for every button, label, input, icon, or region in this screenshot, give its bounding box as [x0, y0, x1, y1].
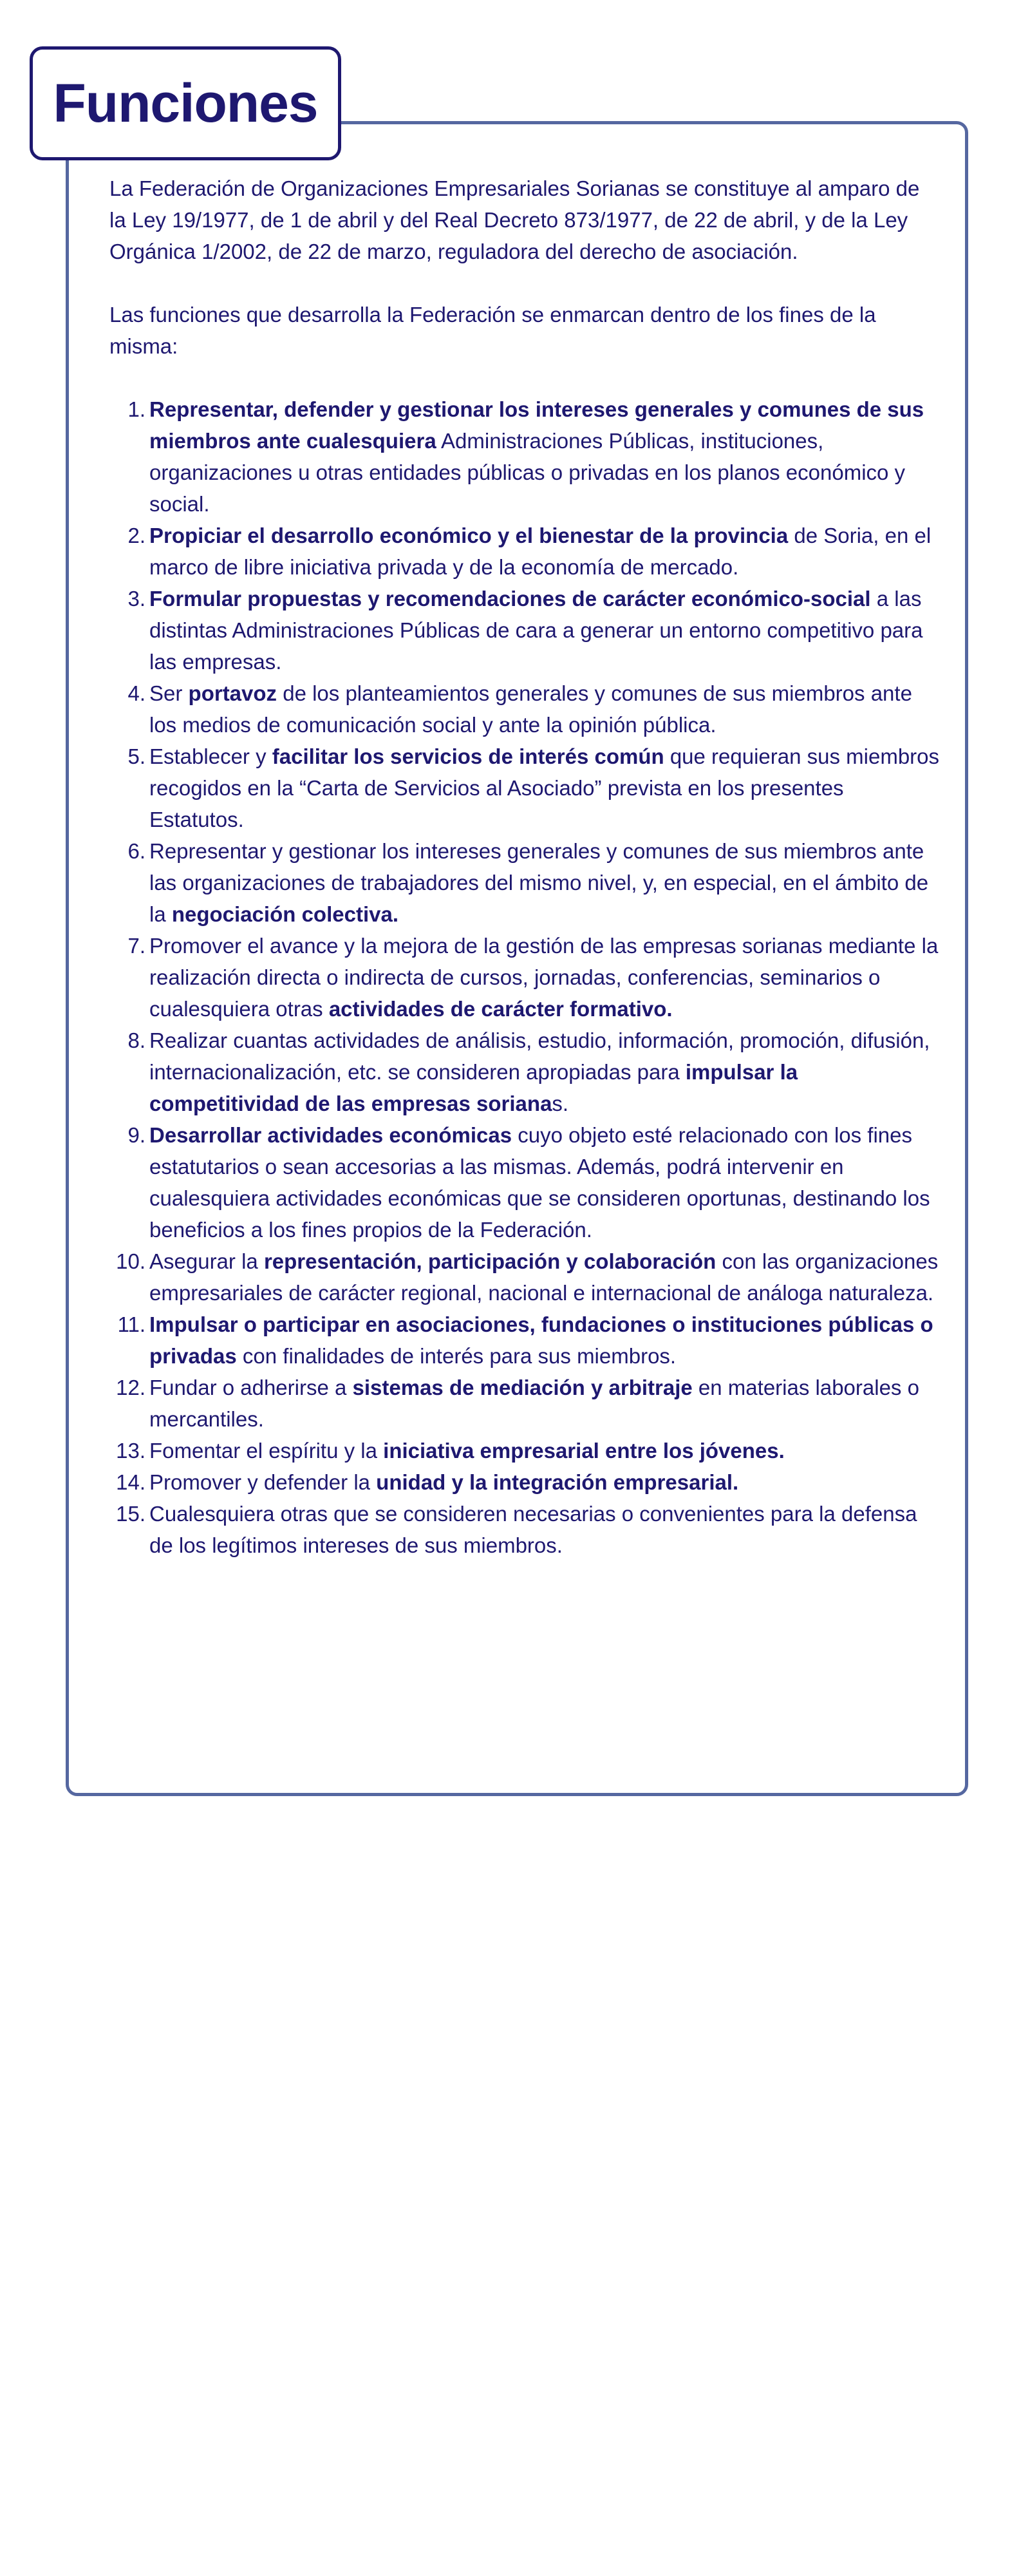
function-number: 9.	[127, 1123, 145, 1147]
function-text-bold: Formular propuestas y recomendaciones de carácter económico-social	[149, 587, 871, 611]
function-number: 15.	[116, 1502, 145, 1526]
function-item	[109, 1309, 940, 1372]
function-number: 3.	[127, 587, 145, 611]
function-text: con finalidades de interés para sus miembros.	[236, 1344, 677, 1368]
function-number: 5.	[127, 744, 145, 768]
function-text: s.	[552, 1092, 569, 1115]
function-text: que requieran sus miembros recogidos en la “Carta de Servicios al Asociado” prevista en los presentes Estatutos.	[149, 744, 940, 831]
function-number: 6.	[127, 839, 145, 863]
function-text: en materias laborales o mercantiles.	[149, 1376, 919, 1431]
function-number: 2.	[127, 524, 145, 547]
function-text-bold: Desarrollar actividades económicas	[149, 1123, 512, 1147]
function-item	[109, 1245, 940, 1309]
function-item	[109, 1372, 940, 1435]
function-item	[109, 930, 940, 1025]
functions-list	[109, 393, 940, 1561]
function-text-bold: sistemas de mediación y arbitraje	[352, 1376, 693, 1399]
function-text-bold: facilitar los servicios de interés común	[272, 744, 664, 768]
function-item	[109, 1435, 940, 1466]
function-text-bold: negociación colectiva.	[171, 902, 398, 926]
function-text-bold: actividades de carácter formativo.	[328, 997, 673, 1021]
function-text-bold: portavoz	[188, 681, 277, 705]
function-number: 14.	[116, 1470, 145, 1494]
function-text: de los planteamientos generales y comunes de sus miembros ante los medios de comunicación social y ante la opinión pública.	[149, 681, 912, 737]
function-number: 4.	[127, 681, 145, 705]
function-item	[109, 835, 940, 930]
title-tab	[30, 46, 341, 160]
function-text: Realizar cuantas actividades de análisis, estudio, información, promoción, difusión, internacionalización, etc. se consideren apropiadas para	[149, 1028, 930, 1084]
function-text: de Soria, en el marco de libre iniciativa privada y de la economía de mercado.	[149, 524, 932, 579]
function-item	[109, 520, 940, 583]
function-text: Representar y gestionar los intereses generales y comunes de sus miembros ante las organizaciones de trabajadores del mismo nivel, y, en especial, en el ámbito de la	[149, 839, 929, 926]
function-text-bold: Impulsar o participar en asociaciones, fundaciones o instituciones públicas o privadas	[149, 1312, 933, 1368]
function-text: Promover y defender la	[149, 1470, 377, 1494]
function-text: Cualesquiera otras que se consideren necesarias o convenientes para la defensa de los legítimos intereses de sus miembros.	[149, 1502, 917, 1557]
function-text: Administraciones Públicas, instituciones, organizaciones u otras entidades públicas o privadas en los planos económico y social.	[149, 429, 906, 516]
function-number: 10.	[116, 1249, 145, 1273]
function-item	[109, 1498, 940, 1561]
function-text: Ser	[149, 681, 189, 705]
function-item	[109, 583, 940, 677]
intro-paragraph: Las funciones que desarrolla la Federación se enmarcan dentro de los fines de la misma:	[109, 303, 876, 358]
function-text-bold: Representar, defender y gestionar los intereses generales y comunes de sus miembros ante cualesquiera	[149, 397, 924, 453]
function-text-bold: Propiciar el desarrollo económico y el bienestar de la provincia	[149, 524, 789, 547]
function-text: Asegurar la	[149, 1249, 264, 1273]
function-text: a las distintas Administraciones Públicas de cara a generar un entorno competitivo para las empresas.	[149, 587, 923, 674]
function-text: Fundar o adherirse a	[149, 1376, 353, 1399]
function-number: 11.	[117, 1312, 145, 1336]
function-text-bold: iniciativa empresarial entre los jóvenes.	[383, 1439, 785, 1463]
function-number: 13.	[116, 1439, 145, 1463]
function-item	[109, 393, 940, 520]
function-item	[109, 1466, 940, 1498]
function-text-bold: impulsar la competitividad de las empresas soriana	[149, 1060, 798, 1115]
function-text: con las organizaciones empresariales de carácter regional, nacional e internacional de análoga naturaleza.	[149, 1249, 939, 1305]
function-text: cuyo objeto esté relacionado con los fines estatutarios o sean accesorias a las mismas. Además, podrá intervenir en cualesquiera actividades económicas que se consideren oportunas, destinando los beneficios a los fines propios de la Federación.	[149, 1123, 930, 1242]
function-item	[109, 677, 940, 741]
intro-paragraph: La Federación de Organizaciones Empresariales Sorianas se constituye al amparo de la Ley 19/1977, de 1 de abril y del Real Decreto 873/1977, de 22 de abril, y de la Ley Orgánica 1/2002, de 22 de marzo, reguladora del derecho de asociación.	[109, 176, 920, 263]
function-text: Promover el avance y la mejora de la gestión de las empresas sorianas mediante la realización directa o indirecta de cursos, jornadas, conferencias, seminarios o cualesquiera otras	[149, 934, 939, 1021]
function-number: 8.	[127, 1028, 145, 1052]
function-item	[109, 1025, 940, 1119]
function-item	[109, 741, 940, 835]
function-number: 12.	[116, 1376, 145, 1399]
function-item	[109, 1119, 940, 1245]
function-text-bold: representación, participación y colaboración	[263, 1249, 716, 1273]
function-number: 1.	[127, 397, 145, 421]
text-area	[109, 173, 940, 1561]
function-number: 7.	[127, 934, 145, 958]
page-title: Funciones	[53, 73, 318, 133]
function-text-bold: unidad y la integración empresarial.	[376, 1470, 739, 1494]
function-text: Fomentar el espíritu y la	[149, 1439, 384, 1463]
function-text: Establecer y	[149, 744, 272, 768]
